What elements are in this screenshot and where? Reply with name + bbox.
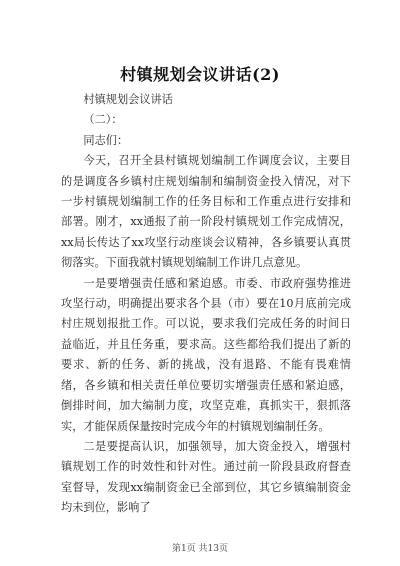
document-title: 村镇规划会议讲话(2) [120, 65, 280, 84]
document-subtitle: 村镇规划会议讲话 [83, 93, 173, 106]
paragraph-intro: 今天，召开全县村镇规划编制工作调度会议，主要目的是调度各乡镇村庄规划编制和编制资金投入情况，对下一步村镇规划编制工作的任务目标和工作重点进行安排和部署。刚才，xx通报了前一阶段村镇规划工作完成情况，xx局长传达了xx攻坚行动座谈会议精神，各乡镇要认真贯彻落实。下面我就村镇规划编制工作讲几点意见。 [61, 154, 351, 270]
paragraph-point-two: 二是要提高认识，加强领导，加大资金投入，增强村镇规划工作的时效性和针对性。通过前一阶段县政府督查室督导，发现xx编制资金已全部到位，其它乡镇编制资金均未到位，影响了 [61, 439, 351, 515]
page-footer: 第1页 共13页 [171, 544, 229, 554]
part-label: （二）： [83, 113, 123, 127]
paragraph-point-one: 一是要增强责任感和紧迫感。市委、市政府强势推进攻坚行动，明确提出要求各个县（市）要在10月底前完成村庄规划报批工作。可以说，要求我们完成任务的时间日益临近，并且任务重，要求高。这些都给我们提出了新的要求、新的任务、新的挑战，没有退路、不能有畏难情绪，各乡镇和相关责任单位要切实增强责任感和紧迫感，倒排时间，加大编制力度，攻坚克难，真抓实干，狠抓落实，才能保质保量按时完成今年的村镇规划编制任务。 [61, 276, 351, 433]
salutation: 同志们： [83, 133, 129, 147]
document-body [61, 90, 351, 519]
